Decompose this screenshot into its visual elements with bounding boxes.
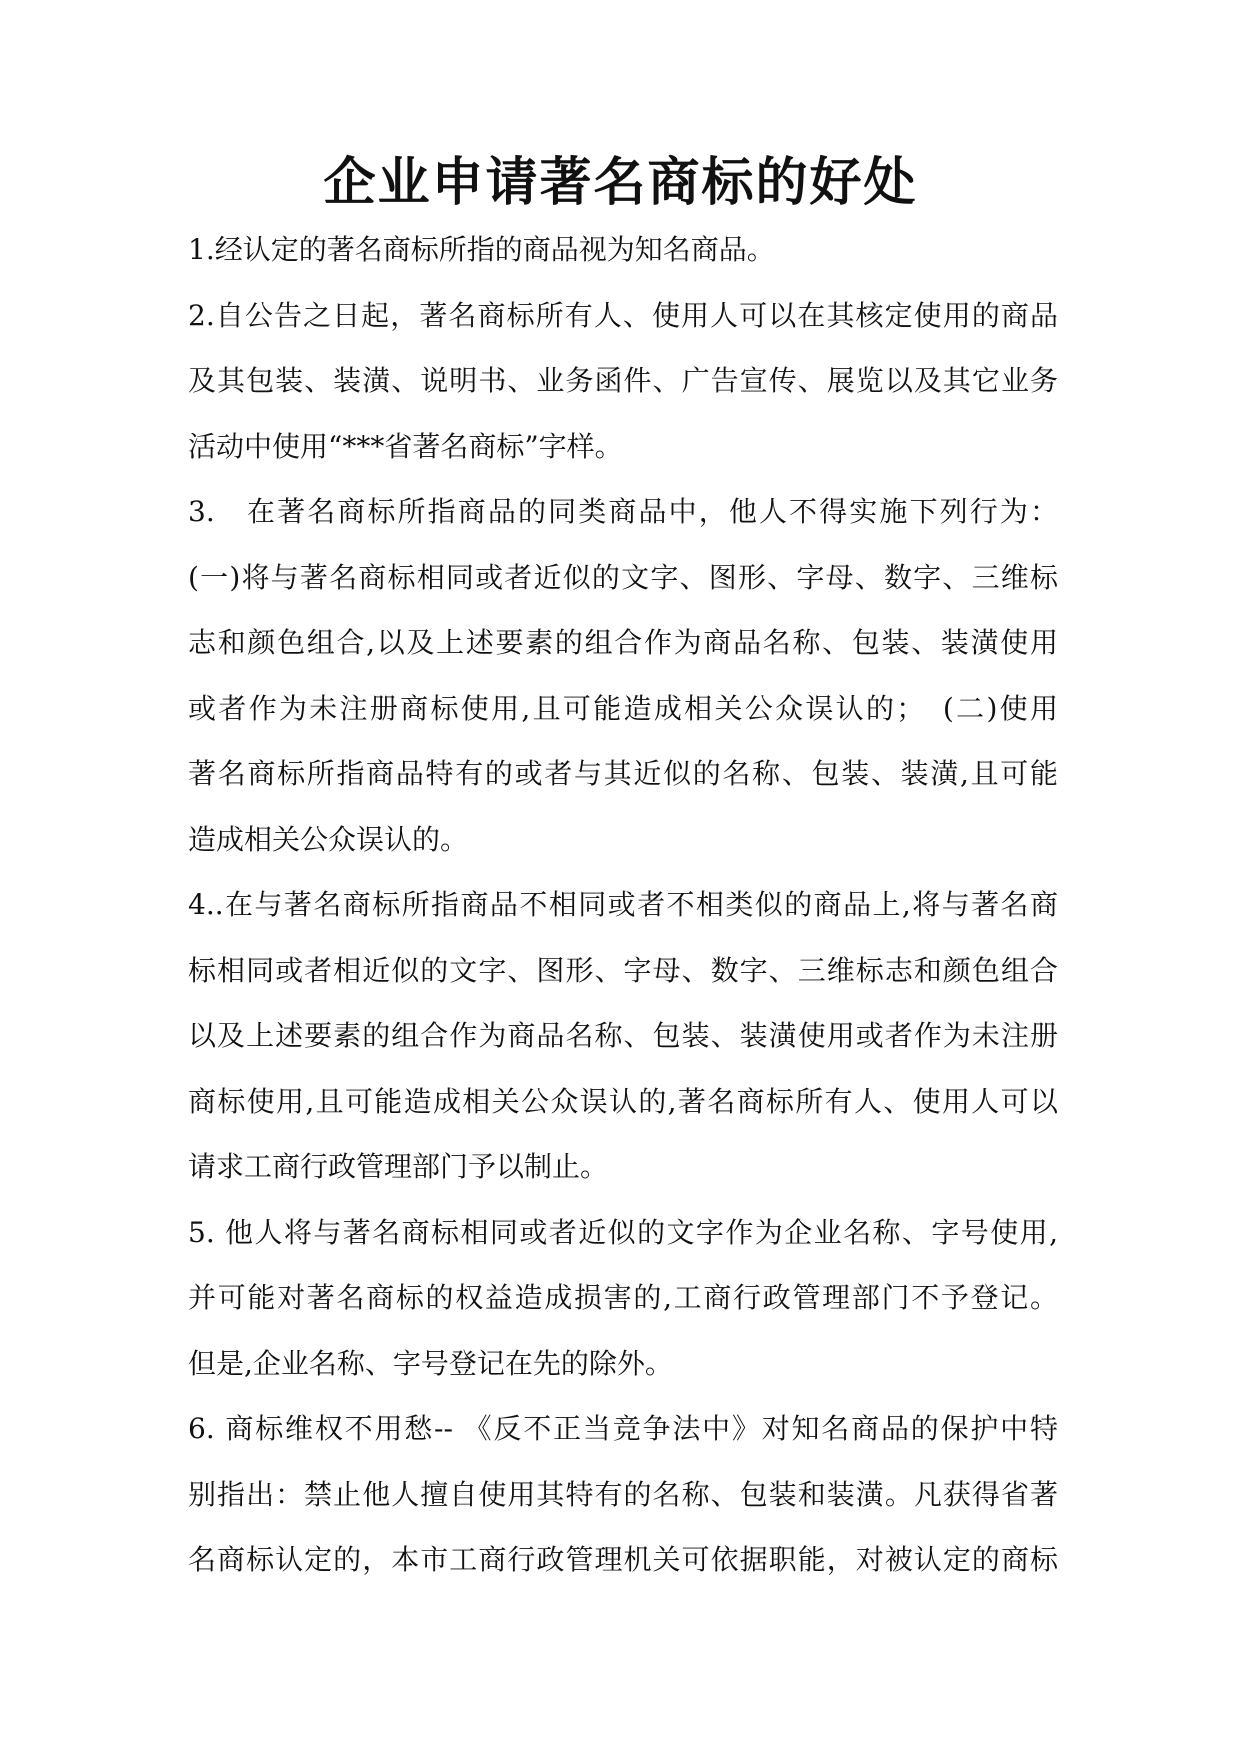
body-line: 并可能对著名商标的权益造成损害的,工商行政管理部门不予登记。 xyxy=(188,1281,1058,1314)
body-line: 请求工商行政管理部门予以制止。 xyxy=(188,1150,609,1183)
body-line: 活动中使用“***省著名商标”字样。 xyxy=(188,429,623,463)
body-line: 著名商标所指商品特有的或者与其近似的名称、包装、装潢,且可能 xyxy=(188,757,1058,790)
body-line: 商标使用,且可能造成相关公众误认的,著名商标所有人、使用人可以 xyxy=(188,1084,1058,1118)
body-line: 以及上述要素的组合作为商品名称、包装、装潢使用或者作为未注册 xyxy=(188,1019,1058,1052)
body-line: 别指出：禁止他人擅自使用其特有的名称、包装和装潢。凡获得省著 xyxy=(188,1477,1058,1511)
document-body xyxy=(188,228,1058,1604)
body-line: 志和颜色组合,以及上述要素的组合作为商品名称、包装、装潢使用 xyxy=(188,626,1058,659)
body-line: 标相同或者相近似的文字、图形、字母、数字、三维标志和颜色组合 xyxy=(188,953,1058,987)
body-line: 3. 在著名商标所指商品的同类商品中，他人不得实施下列行为： xyxy=(188,495,1058,528)
body-line: 1.经认定的著名商标所指的商品视为知名商品。 xyxy=(188,233,775,266)
document-title: 企业申请著名商标的好处 xyxy=(323,152,918,213)
body-line: 4..在与著名商标所指商品不相同或者不相类似的商品上,将与著名商 xyxy=(188,888,1058,921)
body-line: (一)将与著名商标相同或者近似的文字、图形、字母、数字、三维标 xyxy=(188,560,1058,594)
body-line: 2.自公告之日起，著名商标所有人、使用人可以在其核定使用的商品 xyxy=(188,298,1058,332)
body-line: 6. 商标维权不用愁-- 《反不正当竞争法中》对知名商品的保护中特 xyxy=(188,1412,1058,1445)
body-line: 名商标认定的，本市工商行政管理机关可依据职能，对被认定的商标 xyxy=(188,1543,1058,1576)
body-line: 及其包装、装潢、说明书、业务函件、广告宣传、展览以及其它业务 xyxy=(188,364,1058,397)
body-line: 造成相关公众误认的。 xyxy=(188,822,469,856)
body-line: 但是,企业名称、字号登记在先的除外。 xyxy=(188,1346,673,1380)
body-line: 5. 他人将与著名商标相同或者近似的文字作为企业名称、字号使用, xyxy=(188,1215,1058,1249)
body-line: 或者作为未注册商标使用,且可能造成相关公众误认的； (二)使用 xyxy=(188,691,1058,725)
